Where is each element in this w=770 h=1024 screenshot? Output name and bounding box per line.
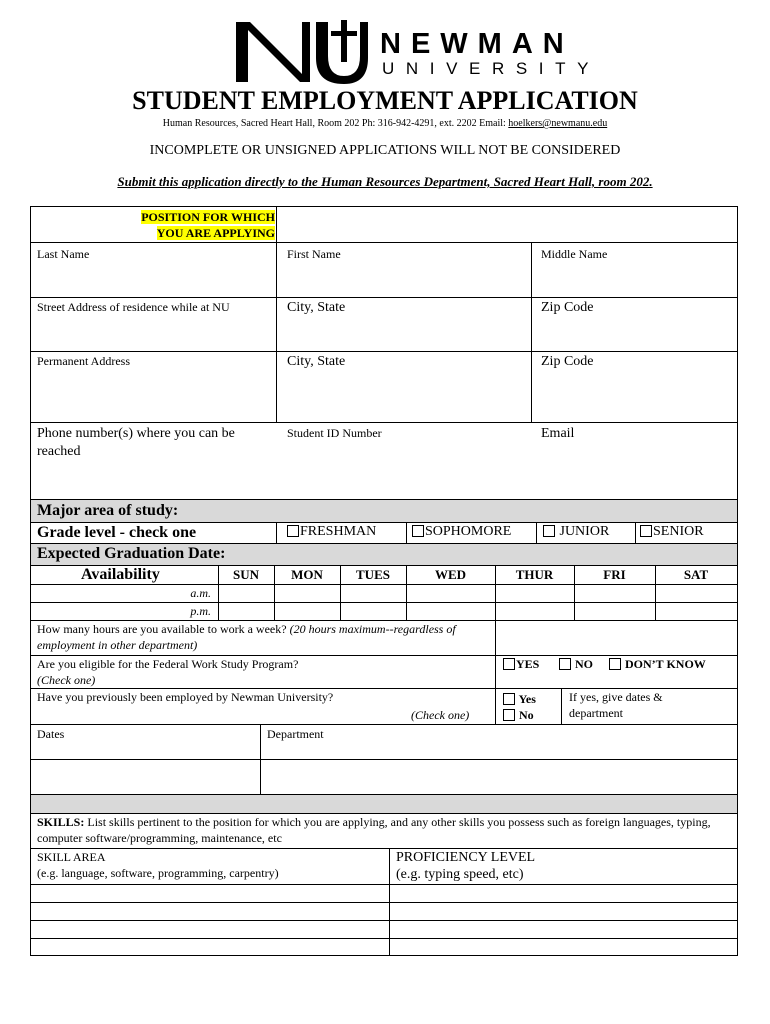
am-label: a.m.	[190, 586, 211, 600]
day-fri: FRI	[603, 567, 626, 582]
junior-option[interactable]: JUNIOR	[543, 523, 609, 541]
spacer-row-shade	[31, 794, 737, 813]
pm-label: p.m.	[190, 604, 211, 618]
contact-text: Human Resources, Sacred Heart Hall, Room 202 Ph: 316-942-4291, ext. 2202 Email:	[162, 118, 509, 129]
permanent-zip-code-label: Zip Code	[541, 354, 594, 369]
prior-no-option[interactable]: No	[503, 707, 534, 723]
prior-no-checkbox[interactable]	[503, 709, 515, 721]
senior-option[interactable]: SENIOR	[640, 523, 704, 541]
major-label: Major area of study:	[37, 502, 179, 519]
hours-question: How many hours are you available to work a week? (20 hours maximum--regardless of employment in other department)	[37, 622, 456, 652]
logo-subtitle: UNIVERSITY	[382, 59, 601, 78]
page-title: STUDENT EMPLOYMENT APPLICATION	[132, 86, 638, 115]
email-link[interactable]: hoelkers@newmanu.edu	[508, 118, 608, 129]
email-label: Email	[541, 426, 575, 441]
prior-yes-option[interactable]: Yes	[503, 691, 536, 707]
logo-wordmark: NEWMAN	[380, 28, 574, 60]
proficiency-example: (e.g. typing speed, etc)	[396, 867, 524, 882]
work-study-check-note: (Check one)	[37, 673, 96, 687]
submit-instructions: Submit this application directly to the Human Resources Department, Sacred Heart Hall, room 202.	[117, 174, 653, 189]
student-id-label: Student ID Number	[287, 426, 382, 440]
if-yes-note: If yes, give dates & department	[569, 690, 663, 720]
position-label-line1: POSITION FOR WHICH	[141, 210, 275, 224]
day-mon: MON	[291, 567, 323, 582]
position-input[interactable]	[277, 207, 737, 242]
sophomore-checkbox[interactable]	[412, 525, 424, 537]
work-study-question: Are you eligible for the Federal Work Study Program?	[37, 657, 299, 671]
zip-code-label: Zip Code	[541, 300, 594, 315]
permanent-address-label: Permanent Address	[37, 354, 130, 368]
work-study-no-checkbox[interactable]	[559, 658, 571, 670]
middle-name-label: Middle Name	[541, 247, 608, 261]
application-form	[30, 206, 738, 956]
skill-area-example: (e.g. language, software, programming, carpentry)	[37, 866, 279, 880]
day-tues: TUES	[356, 567, 390, 582]
freshman-option[interactable]: FRESHMAN	[287, 523, 376, 541]
graduation-date-label: Expected Graduation Date:	[37, 545, 226, 562]
dates-label: Dates	[37, 727, 65, 741]
senior-checkbox[interactable]	[640, 525, 652, 537]
proficiency-header: PROFICIENCY LEVEL	[396, 850, 536, 865]
prior-check-note: (Check one)	[411, 708, 470, 722]
work-study-dont-know-checkbox[interactable]	[609, 658, 621, 670]
nu-logo-mark-icon	[232, 16, 372, 86]
permanent-city-state-label: City, State	[287, 354, 346, 369]
grade-level-label: Grade level - check one	[37, 524, 197, 541]
city-state-label: City, State	[287, 300, 346, 315]
day-sun: SUN	[232, 567, 259, 582]
position-label	[115, 209, 275, 241]
sophomore-option[interactable]: SOPHOMORE	[412, 523, 511, 541]
day-wed: WED	[434, 567, 467, 582]
street-address-label: Street Address of residence while at NU	[37, 300, 230, 314]
day-sat: SAT	[683, 567, 709, 582]
junior-checkbox[interactable]	[543, 525, 555, 537]
incomplete-notice: INCOMPLETE OR UNSIGNED APPLICATIONS WILL NOT BE CONSIDERED	[149, 143, 621, 158]
first-name-label: First Name	[287, 247, 341, 261]
department-label: Department	[267, 727, 324, 741]
prior-employment-question: Have you previously been employed by Newman University?	[37, 690, 334, 704]
availability-label: Availability	[81, 566, 160, 583]
skills-instructions: SKILLS: List skills pertinent to the position for which you are applying, and any other skills you possess such as foreign languages, typing, computer software/programming, maintenance, etc	[37, 815, 711, 845]
work-study-yes-checkbox[interactable]	[503, 658, 515, 670]
work-study-no-option[interactable]: NO	[559, 656, 593, 672]
newman-logo	[232, 16, 604, 86]
last-name-label: Last Name	[37, 247, 90, 261]
prior-yes-checkbox[interactable]	[503, 693, 515, 705]
phone-label: Phone number(s) where you can be reached	[37, 426, 235, 459]
skill-area-header: SKILL AREA	[37, 850, 106, 864]
day-thur: THUR	[515, 567, 554, 582]
freshman-checkbox[interactable]	[287, 525, 299, 537]
work-study-yes-option[interactable]: YES	[503, 656, 539, 672]
work-study-dont-know-option[interactable]: DON’T KNOW	[609, 656, 706, 672]
contact-line	[0, 118, 770, 129]
position-label-line2: YOU ARE APPLYING	[156, 226, 275, 240]
